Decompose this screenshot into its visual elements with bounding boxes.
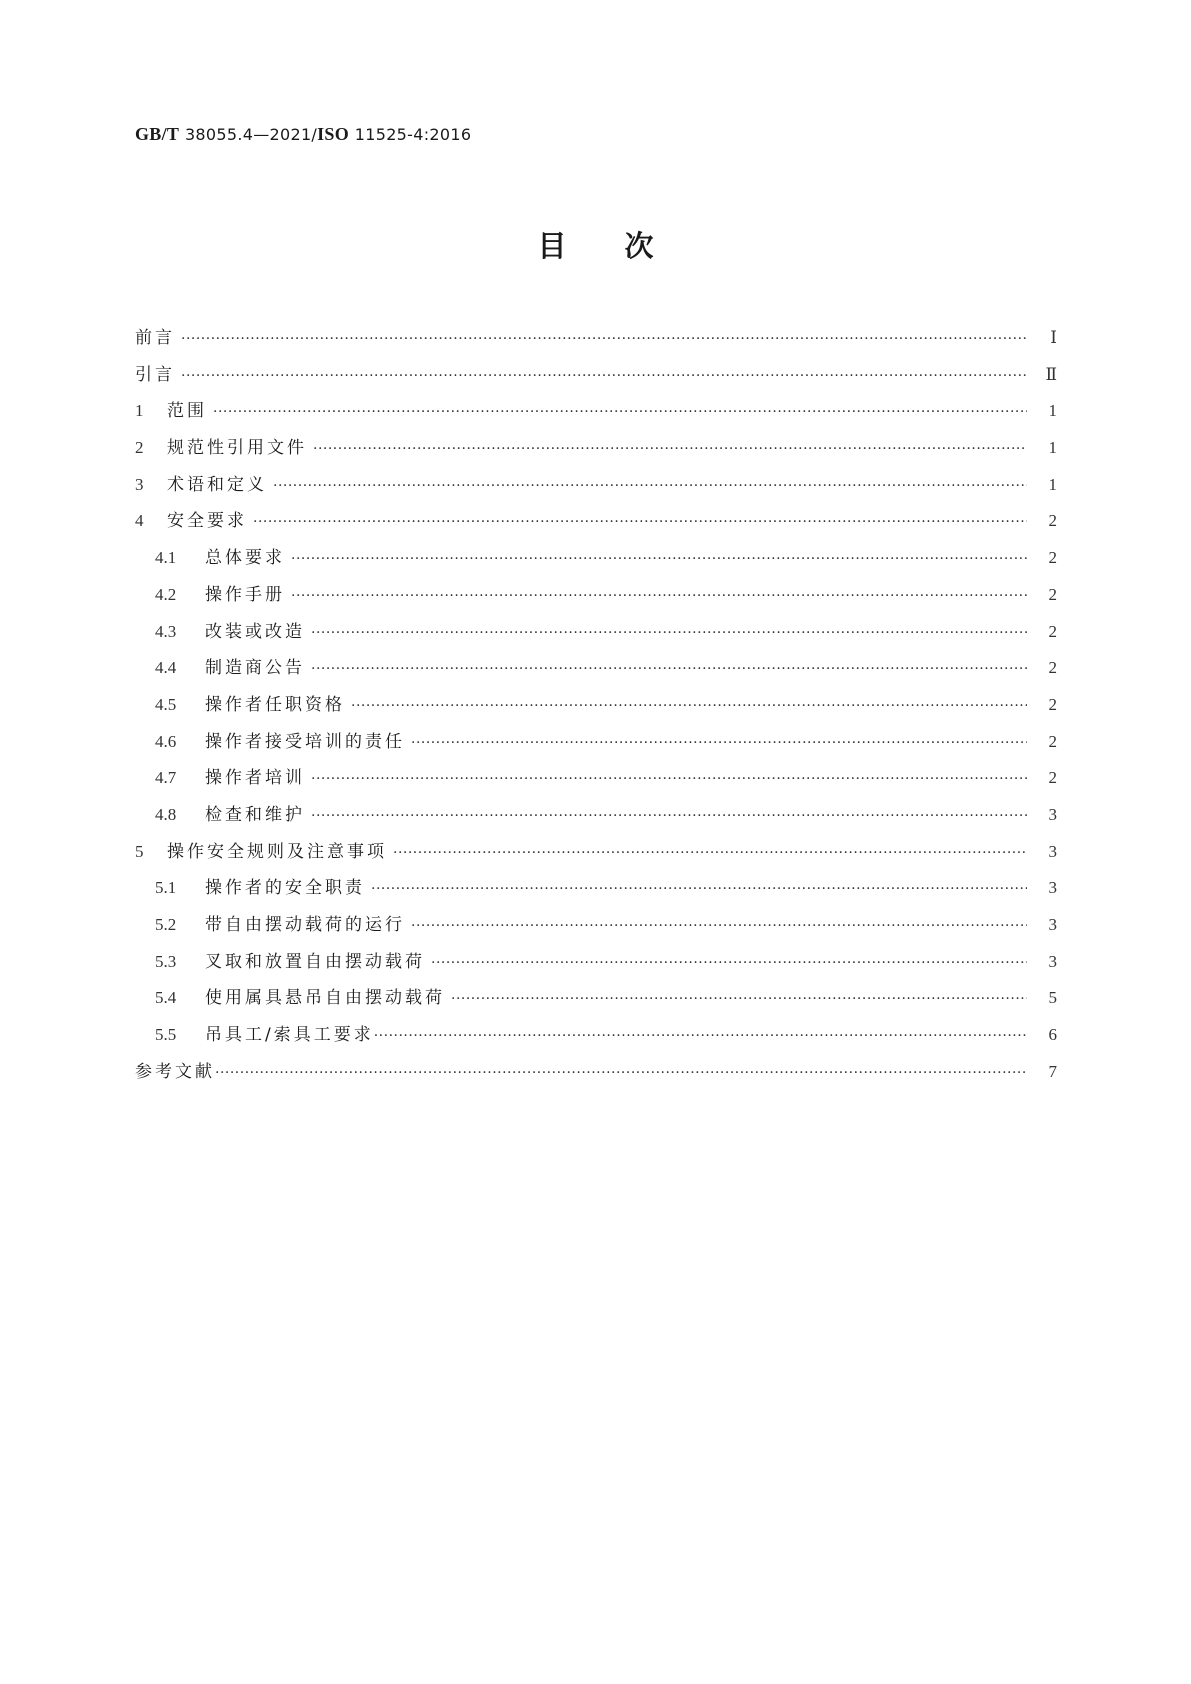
toc-page-number: 1 (1048, 474, 1057, 494)
page-title: 目次 (537, 229, 712, 263)
toc-entry-label: 操作者的安全职责 (205, 878, 365, 899)
toc-entry-2[interactable] (135, 433, 1057, 470)
toc-entry-5-5[interactable] (135, 1020, 1057, 1057)
toc-page-number: Ⅱ (1045, 364, 1057, 384)
toc-entry-4-3[interactable] (135, 617, 1057, 654)
toc-entry-number: 4.7 (155, 768, 177, 788)
toc-entry-number: 4.2 (155, 584, 177, 604)
toc-leader-dots (273, 478, 1027, 494)
toc-entry-label: 规范性引用文件 (167, 438, 307, 459)
toc-entry-preface[interactable] (135, 323, 1057, 360)
toc-entry-label: 操作者接受培训的责任 (205, 731, 405, 752)
toc-entry-5-2[interactable] (135, 910, 1057, 947)
toc-page-number: 3 (1048, 804, 1057, 824)
toc-entry-4-8[interactable] (135, 800, 1057, 837)
standard-prefix: GB/T (135, 124, 180, 144)
toc-page-number: 1 (1048, 438, 1057, 458)
toc-entry-number: 5.1 (155, 878, 177, 898)
toc-entry-number: 4.6 (155, 731, 177, 751)
toc-entry-label: 叉取和放置自由摆动载荷 (205, 951, 425, 972)
toc-entry-number: 4.5 (155, 694, 177, 714)
toc-entry-4-7[interactable] (135, 763, 1057, 800)
toc-entry-number: 3 (135, 474, 144, 494)
toc-entry-label: 范围 (167, 401, 207, 422)
toc-entry-introduction[interactable] (135, 360, 1057, 397)
toc-page-number: 2 (1048, 621, 1057, 641)
toc-entry-number: 4 (135, 511, 144, 531)
toc-entry-label: 操作者任职资格 (205, 694, 345, 715)
standard-number: 38055.4—2021/ (184, 125, 318, 144)
toc-page-number: 3 (1048, 951, 1057, 971)
toc-entry-label: 带自由摆动载荷的运行 (205, 915, 405, 935)
toc-entry-label: 吊具工/索具工要求 (205, 1025, 374, 1046)
toc-entry-number: 4.4 (155, 658, 177, 678)
toc-entry-label: 操作者培训 (205, 768, 305, 789)
toc-entry-number: 5 (135, 841, 144, 861)
toc-entry-number: 1 (135, 401, 144, 421)
toc-page-number: 3 (1048, 878, 1057, 898)
toc-leader-dots (313, 441, 1027, 457)
toc-page-number: Ⅰ (1050, 328, 1057, 347)
toc-entry-5-3[interactable] (135, 947, 1057, 984)
toc-entry-number: 4.3 (155, 621, 177, 641)
toc-entry-label: 引言 (135, 364, 175, 385)
toc-page-number: 7 (1048, 1061, 1057, 1081)
toc-entry-5-1[interactable] (135, 873, 1057, 910)
toc-entry-number: 5.5 (155, 1025, 177, 1045)
toc-entry-label: 操作安全规则及注意事项 (167, 841, 387, 862)
toc-page-number: 6 (1048, 1025, 1057, 1045)
toc-leader-dots (291, 588, 1027, 604)
toc-entry-4-6[interactable] (135, 727, 1057, 764)
toc-entry-3[interactable] (135, 470, 1057, 507)
toc-leader-dots (213, 404, 1027, 420)
toc-entry-label: 安全要求 (167, 511, 247, 532)
toc-leader-dots (311, 661, 1027, 677)
toc-entry-label: 制造商公告 (205, 658, 305, 679)
toc-entry-4[interactable] (135, 506, 1057, 543)
toc-leader-dots (351, 698, 1027, 714)
toc-leader-dots (215, 1065, 1027, 1081)
standard-code (135, 124, 471, 145)
toc-page-number: 3 (1048, 841, 1057, 861)
toc-entry-1[interactable] (135, 396, 1057, 433)
toc-leader-dots (451, 991, 1027, 1007)
toc-leader-dots (181, 368, 1027, 384)
toc-entry-number: 5.4 (155, 988, 177, 1008)
toc-entry-number: 5.2 (155, 915, 177, 934)
toc-leader-dots (311, 808, 1027, 824)
toc-page-number: 2 (1048, 584, 1057, 604)
toc-entry-label: 检查和维护 (205, 804, 305, 825)
toc-leader-dots (374, 1028, 1027, 1044)
toc-leader-dots (311, 771, 1027, 787)
toc-page-number: 2 (1048, 731, 1057, 751)
toc-entry-4-4[interactable] (135, 653, 1057, 690)
toc-entry-label: 参考文献 (135, 1061, 215, 1082)
toc-leader-dots (291, 551, 1027, 567)
toc-entry-bibliography[interactable] (135, 1057, 1057, 1094)
toc-page-number: 2 (1048, 658, 1057, 678)
toc-leader-dots (393, 845, 1027, 861)
toc-page-number: 2 (1048, 548, 1057, 568)
toc-leader-dots (181, 331, 1027, 347)
toc-page-number: 2 (1048, 511, 1057, 531)
toc-page-number: 3 (1048, 915, 1057, 934)
toc-entry-number: 2 (135, 438, 144, 458)
toc-entry-number: 4.8 (155, 804, 177, 824)
toc-entry-label: 操作手册 (205, 584, 285, 605)
toc-leader-dots (371, 881, 1027, 897)
toc-entry-label: 总体要求 (205, 548, 285, 569)
toc-entry-label: 前言 (135, 328, 175, 348)
toc-leader-dots (411, 918, 1027, 934)
toc-entry-label: 术语和定义 (167, 474, 267, 495)
toc-entry-number: 5.3 (155, 951, 177, 971)
toc-page-number: 2 (1048, 768, 1057, 788)
iso-prefix: ISO (317, 124, 350, 144)
toc-page-number: 5 (1048, 988, 1057, 1008)
toc-entry-4-2[interactable] (135, 580, 1057, 617)
toc-entry-label: 改装或改造 (205, 621, 305, 642)
toc-entry-number: 4.1 (155, 548, 177, 568)
toc-entry-4-1[interactable] (135, 543, 1057, 580)
toc-leader-dots (431, 955, 1027, 971)
toc-leader-dots (253, 514, 1027, 530)
toc-page-number: 1 (1048, 401, 1057, 421)
toc-page-number: 2 (1048, 694, 1057, 714)
toc-entry-5-4[interactable] (135, 983, 1057, 1020)
toc-entry-4-5[interactable] (135, 690, 1057, 727)
table-of-contents (135, 323, 1057, 1093)
iso-number: 11525-4:2016 (354, 125, 472, 144)
toc-entry-label: 使用属具悬吊自由摆动载荷 (205, 988, 445, 1009)
toc-entry-5[interactable] (135, 837, 1057, 874)
toc-leader-dots (311, 625, 1027, 641)
toc-leader-dots (411, 735, 1027, 751)
